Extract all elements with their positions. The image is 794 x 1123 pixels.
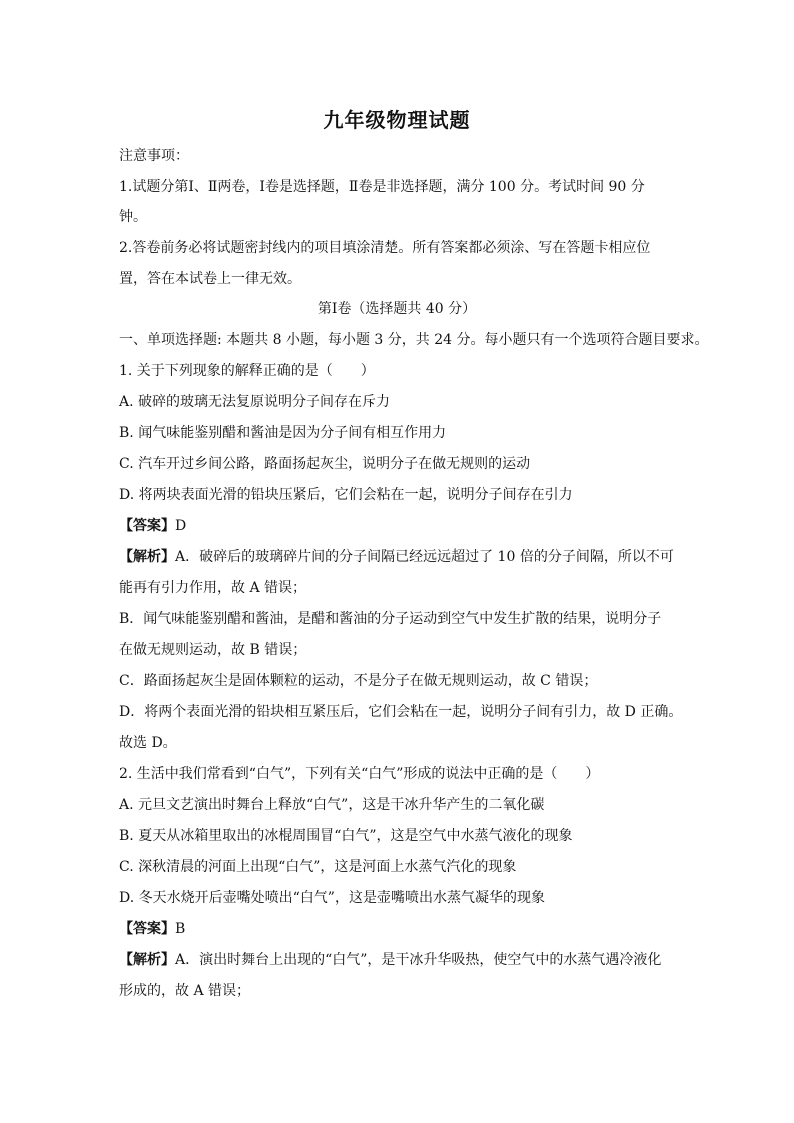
q1-answer-tag: 【答案】 [119, 518, 175, 534]
q1-analysis-line-6: D．将两个表面光滑的铅块相互紧压后，它们会粘在一起，说明分子间有引力，故 D 正确。 [119, 704, 683, 720]
notice-item-2-line-1: 2.答卷前务必将试题密封线内的项目填涂清楚。所有答案都必须涂、写在答题卡相应位 [119, 240, 651, 256]
notice-item-1-line-1: 1.试题分第Ⅰ、Ⅱ两卷，Ⅰ卷是选择题，Ⅱ卷是非选择题，满分 100 分。考试时间 90 分 [119, 179, 645, 195]
q1-option-b: B. 闻气味能鉴别醋和酱油是因为分子间有相互作用力 [119, 425, 447, 441]
q2-option-b: B. 夏天从冰箱里取出的冰棍周围冒“白气”，这是空气中水蒸气液化的现象 [119, 828, 573, 844]
q1-analysis-line-5: C．路面扬起灰尘是固体颗粒的运动，不是分子在做无规则运动，故 C 错误； [119, 673, 598, 689]
notice-item-2-line-2: 置，答在本试卷上一律无效。 [119, 271, 301, 287]
part1-instructions: 一、单项选择题: 本题共 8 小题，每小题 3 分，共 24 分。每小题只有一个选项符合题目要求。 [119, 332, 709, 348]
section-title: 第Ⅰ卷（选择题共 40 分） [317, 301, 477, 317]
q2-analysis-line-2: 形成的，故 A 错误； [119, 983, 251, 999]
q1-option-c: C. 汽车开过乡间公路，路面扬起灰尘，说明分子在做无规则的运动 [119, 456, 531, 472]
q2-stem: 2. 生活中我们常看到“白气”，下列有关“白气”形成的说法中正确的是（ ） [119, 766, 600, 782]
notice-item-1-line-2: 钟。 [119, 209, 147, 225]
q2-analysis-text-1: A．演出时舞台上出现的“白气”，是干冰升华吸热，使空气中的水蒸气遇冷液化 [175, 952, 662, 968]
q1-answer [119, 516, 186, 536]
q1-analysis-line-7: 故选 D。 [119, 735, 177, 751]
q2-option-a: A. 元旦文艺演出时舞台上释放“白气”，这是干冰升华产生的二氧化碳 [119, 797, 545, 813]
q1-analysis-tag: 【解析】 [119, 549, 175, 565]
q1-analysis-line-1 [119, 547, 674, 567]
q2-answer-tag: 【答案】 [119, 921, 175, 937]
q2-option-c: C. 深秋清晨的河面上出现“白气”，这是河面上水蒸气汽化的现象 [119, 859, 517, 875]
notice-heading: 注意事项： [119, 148, 189, 164]
q2-answer-value: B [175, 921, 186, 937]
page-title: 九年级物理试题 [323, 108, 471, 132]
q1-analysis-text-1: A．破碎后的玻璃碎片间的分子间隔已经远远超过了 10 倍的分子间隔，所以不可 [175, 549, 674, 565]
q2-answer [119, 919, 185, 939]
q1-analysis-line-2: 能再有引力作用，故 A 错误； [119, 580, 307, 596]
q1-option-d: D. 将两块表面光滑的铅块压紧后，它们会粘在一起，说明分子间存在引力 [119, 487, 573, 503]
q1-answer-value: D [175, 518, 187, 534]
q2-analysis-line-1 [119, 950, 661, 970]
q1-stem: 1. 关于下列现象的解释正确的是（ ） [119, 363, 375, 379]
q2-option-d: D. 冬天水烧开后壶嘴处喷出“白气”，这是壶嘴喷出水蒸气凝华的现象 [119, 890, 545, 906]
q1-option-a: A. 破碎的玻璃无法复原说明分子间存在斥力 [119, 394, 391, 410]
q1-analysis-line-3: B．闻气味能鉴别醋和酱油，是醋和酱油的分子运动到空气中发生扩散的结果，说明分子 [119, 611, 662, 627]
q1-analysis-line-4: 在做无规则运动，故 B 错误； [119, 642, 307, 658]
q2-analysis-tag: 【解析】 [119, 952, 175, 968]
